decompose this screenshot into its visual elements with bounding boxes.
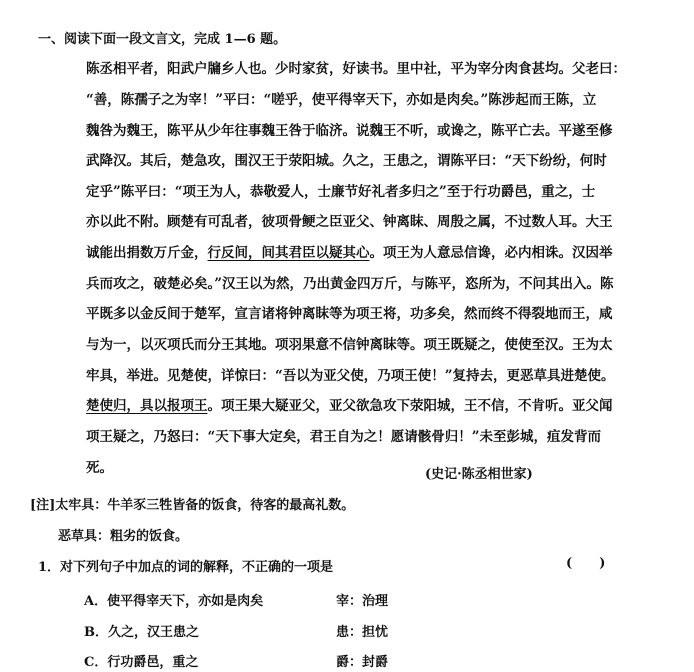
passage-line: “善，陈孺子之为宰！”平曰：“嗟乎，使平得宰天下，亦如是肉矣。”陈涉起而王陈，立 (86, 92, 597, 108)
option-c-explanation: 爵：封爵 (336, 655, 389, 670)
passage-line: 项王疑之，乃怒曰：“天下事大定矣，君王自为之！愿请骸骨归！”未至彭城，疽发背而 (86, 429, 602, 445)
passage-text: 。项王为人意忌信谗，必内相诛。汉因举 (369, 245, 613, 261)
source-citation: (史记·陈丞相世家) (425, 467, 533, 482)
passage-text: 诚能出捐数万斤金， (86, 245, 208, 261)
passage-line: 陈丞相平者，阳武户牖乡人也。少时家贫，好读书。里中社，平为宰分肉食甚均。父老曰： (86, 61, 626, 77)
answer-bracket: ( ) (566, 556, 606, 571)
underlined-sentence: 楚使归，具以报项王 (86, 398, 208, 414)
passage-text: 。项王果大疑亚父，亚父欲急攻下荥阳城，王不信，不肯听。亚父闻 (207, 398, 613, 414)
option-a: A．使平得宰天下，亦如是肉矣 (84, 594, 264, 609)
passage-line (86, 243, 636, 263)
underlined-sentence: 行反间，间其君臣以疑其心 (207, 245, 370, 261)
footnote: 恶草具：粗劣的饭食。 (58, 529, 189, 544)
passage-line: 魏咎为魏王，陈平从少年往事魏王咎于临济。说魏王不听，或谗之，陈平亡去。平遂至修 (86, 123, 613, 139)
question-1: 1．对下列句子中加点的词的解释，不正确的一项是 (38, 560, 334, 575)
option-c: C．行功爵邑，重之 (84, 655, 199, 670)
passage-line: 兵而攻之，破楚必矣。”汉王以为然，乃出黄金四万斤，与陈平，恣所为，不问其出入。陈 (86, 276, 614, 292)
passage-line: 定乎”陈平曰：“项王为人，恭敬爱人，士廉节好礼者多归之”至于行功爵邑，重之，士 (86, 184, 596, 200)
option-b-explanation: 患：担忧 (336, 625, 389, 640)
passage-line (86, 396, 636, 416)
option-b: B．久之，汉王患之 (84, 625, 199, 640)
footnote: [注]太牢具：牛羊豕三牲皆备的饭食，待客的最高礼数。 (30, 498, 355, 513)
section-title: 一、阅读下面一段文言文，完成 1—6 题。 (38, 32, 287, 47)
option-a-explanation: 宰：治理 (336, 594, 389, 609)
passage-line: 死。 (86, 460, 113, 476)
passage-line: 亦以此不附。顾楚有可乱者，彼项骨鲠之臣亚父、钟离眜、周殷之属，不过数人耳。大王 (86, 214, 613, 230)
passage-line: 平既多以金反间于楚军，宣言诸将钟离眜等为项王将，功多矣，然而终不得裂地而王，咸 (86, 306, 613, 322)
passage-line: 与为一，以灭项氏而分王其地。项羽果意不信钟离眜等。项王既疑之，使使至汉。王为太 (86, 337, 613, 353)
passage-line: 武降汉。其后，楚急攻，围汉王于荥阳城。久之，王患之，谓陈平曰：“天下纷纷，何时 (86, 153, 607, 169)
passage-line: 牢具，举进。见楚使，详惊曰：“吾以为亚父使，乃项王使！”复持去，更恶草具进楚使。 (86, 368, 615, 384)
